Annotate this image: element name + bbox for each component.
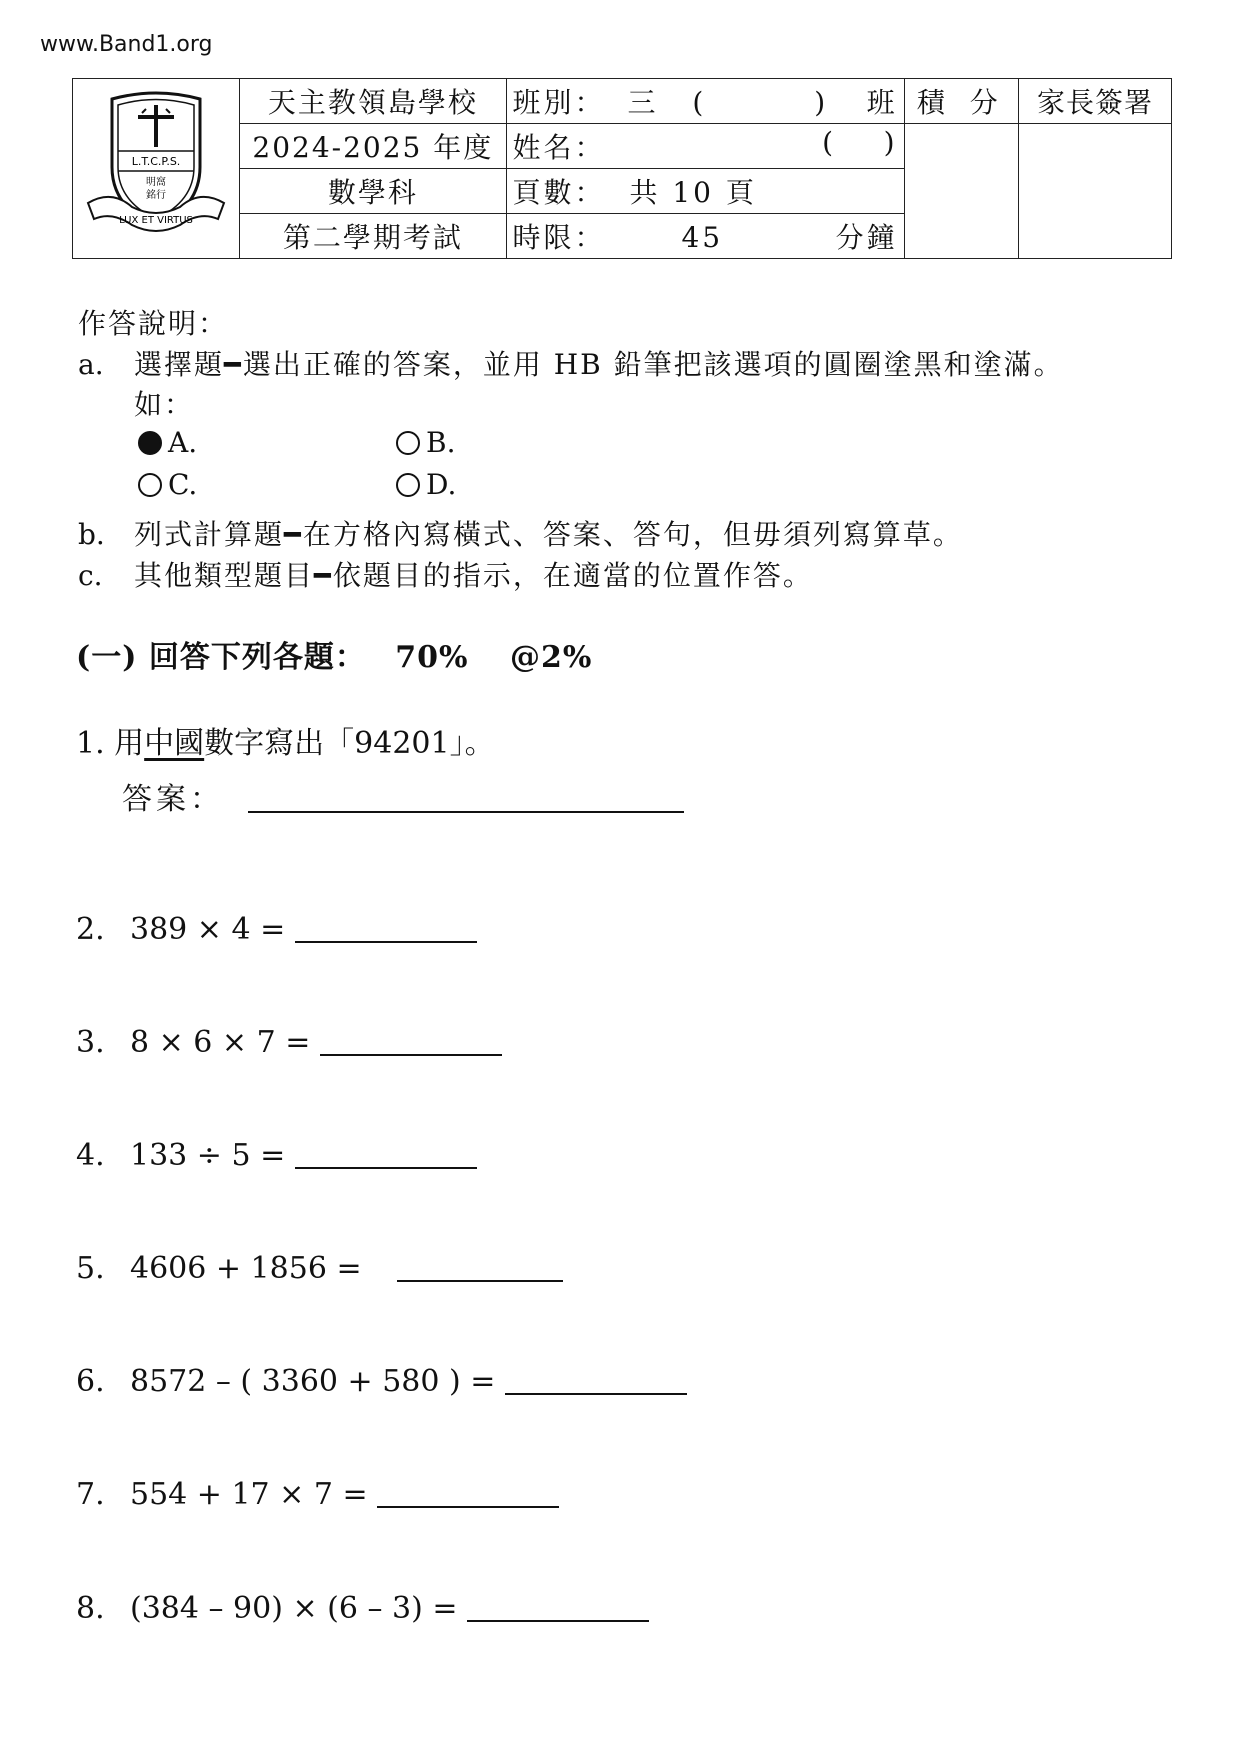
question-6-expr: 8572 – ( 3360 + 580 ) = [130, 1364, 496, 1399]
parent-signature-box[interactable] [1019, 124, 1172, 259]
class-paren-open: ( [692, 86, 707, 119]
name-field[interactable] [506, 124, 904, 169]
subject: 數學科 [240, 169, 506, 214]
question-5 [76, 1251, 563, 1286]
section-weight: 70% [395, 640, 469, 675]
instruction-a [78, 343, 1064, 383]
crest-motto-cn-1: 明窩 [146, 177, 167, 188]
question-1 [76, 718, 495, 762]
question-1-underlined: 中國 [144, 726, 205, 761]
instruction-b [78, 513, 963, 553]
option-d-label: D. [426, 468, 457, 501]
question-8-num: 8. [76, 1591, 105, 1626]
parent-signature-label: 家長簽署 [1019, 79, 1172, 124]
score-label: 積 分 [904, 79, 1018, 124]
time-label: 時限： [512, 221, 606, 254]
exam-header-table [72, 78, 1172, 259]
question-2-num: 2. [76, 912, 105, 947]
option-b-label: B. [426, 426, 456, 459]
exam-name: 第二學期考試 [240, 214, 506, 259]
school-name: 天主教領島學校 [240, 79, 506, 124]
question-6-num: 6. [76, 1364, 105, 1399]
empty-circle-icon [138, 473, 162, 497]
school-year: 2024-2025 年度 [240, 124, 506, 169]
crest-motto-cn-2: 銘行 [146, 190, 167, 201]
question-3 [76, 1025, 502, 1060]
instruction-c [78, 554, 813, 594]
question-1-post: 數字寫出「94201」。 [204, 726, 495, 761]
instruction-b-tag: b. [78, 518, 105, 551]
option-a-label: A. [168, 426, 198, 459]
filled-circle-icon [138, 431, 162, 455]
pages-field [506, 169, 904, 214]
question-7-expr: 554 + 17 × 7 = [130, 1477, 368, 1512]
question-3-num: 3. [76, 1025, 105, 1060]
question-8 [76, 1591, 649, 1626]
question-4-num: 4. [76, 1138, 105, 1173]
class-field [506, 79, 904, 124]
empty-circle-icon [396, 473, 420, 497]
question-4-blank[interactable] [295, 1139, 477, 1169]
question-1-pre: 用 [114, 726, 145, 761]
time-field [506, 214, 904, 259]
section-title: (一) 回答下列各題： [76, 640, 366, 675]
student-number-parens: ( ) [822, 126, 898, 159]
question-4 [76, 1138, 477, 1173]
example-option-d [396, 468, 456, 501]
question-1-answer-blank[interactable] [248, 783, 684, 813]
time-unit: 分鐘 [835, 221, 898, 254]
instruction-c-tag: c. [78, 559, 103, 592]
question-2-expr: 389 × 4 = [130, 912, 286, 947]
question-8-expr: (384 – 90) × (6 – 3) = [130, 1591, 458, 1626]
question-8-blank[interactable] [467, 1592, 649, 1622]
question-5-expr: 4606 + 1856 = [130, 1251, 362, 1286]
class-label: 班別： [512, 86, 606, 119]
question-4-expr: 133 ÷ 5 = [130, 1138, 286, 1173]
empty-circle-icon [396, 431, 420, 455]
question-5-num: 5. [76, 1251, 105, 1286]
example-option-c [138, 468, 197, 501]
question-3-blank[interactable] [320, 1026, 502, 1056]
example-label: 如： [134, 388, 195, 421]
question-1-answer-line [122, 774, 684, 818]
question-1-answer-label: 答案： [122, 782, 224, 817]
pages-value: 共 10 頁 [629, 176, 757, 209]
instruction-c-text: 其他類型題目━依題目的指示，在適當的位置作答。 [134, 559, 813, 592]
class-value: 三 [627, 86, 659, 119]
score-box[interactable] [904, 124, 1018, 259]
pages-label: 頁數： [512, 176, 606, 209]
crest-abbr: L.T.C.P.S. [131, 155, 181, 168]
question-1-num: 1. [76, 726, 105, 761]
name-label: 姓名： [512, 131, 606, 164]
school-crest-icon [82, 85, 230, 245]
school-logo [73, 79, 240, 259]
question-3-expr: 8 × 6 × 7 = [130, 1025, 311, 1060]
instructions-title: 作答說明： [78, 307, 229, 340]
crest-motto-latin: LUX ET VIRTUS [119, 215, 193, 226]
question-6-blank[interactable] [505, 1365, 687, 1395]
example-option-a [138, 426, 197, 459]
section-each: @2% [510, 640, 593, 675]
question-2 [76, 912, 477, 947]
question-5-blank[interactable] [397, 1252, 563, 1282]
example-option-b [396, 426, 455, 459]
class-paren-close: ) [814, 86, 829, 119]
question-7 [76, 1477, 559, 1512]
instruction-a-tag: a. [78, 348, 104, 381]
question-6 [76, 1364, 687, 1399]
instruction-b-text: 列式計算題━在方格內寫橫式、答案、答句，但毋須列寫算草。 [134, 518, 963, 551]
question-7-blank[interactable] [377, 1478, 559, 1508]
question-7-num: 7. [76, 1477, 105, 1512]
option-c-label: C. [168, 468, 198, 501]
site-watermark: www.Band1.org [40, 32, 213, 57]
class-suffix: 班 [866, 86, 898, 119]
section-heading [76, 632, 592, 676]
time-value: 45 [681, 221, 724, 254]
question-2-blank[interactable] [295, 913, 477, 943]
instruction-a-text: 選擇題━選出正確的答案，並用 HB 鉛筆把該選項的圓圈塗黑和塗滿。 [134, 348, 1064, 381]
